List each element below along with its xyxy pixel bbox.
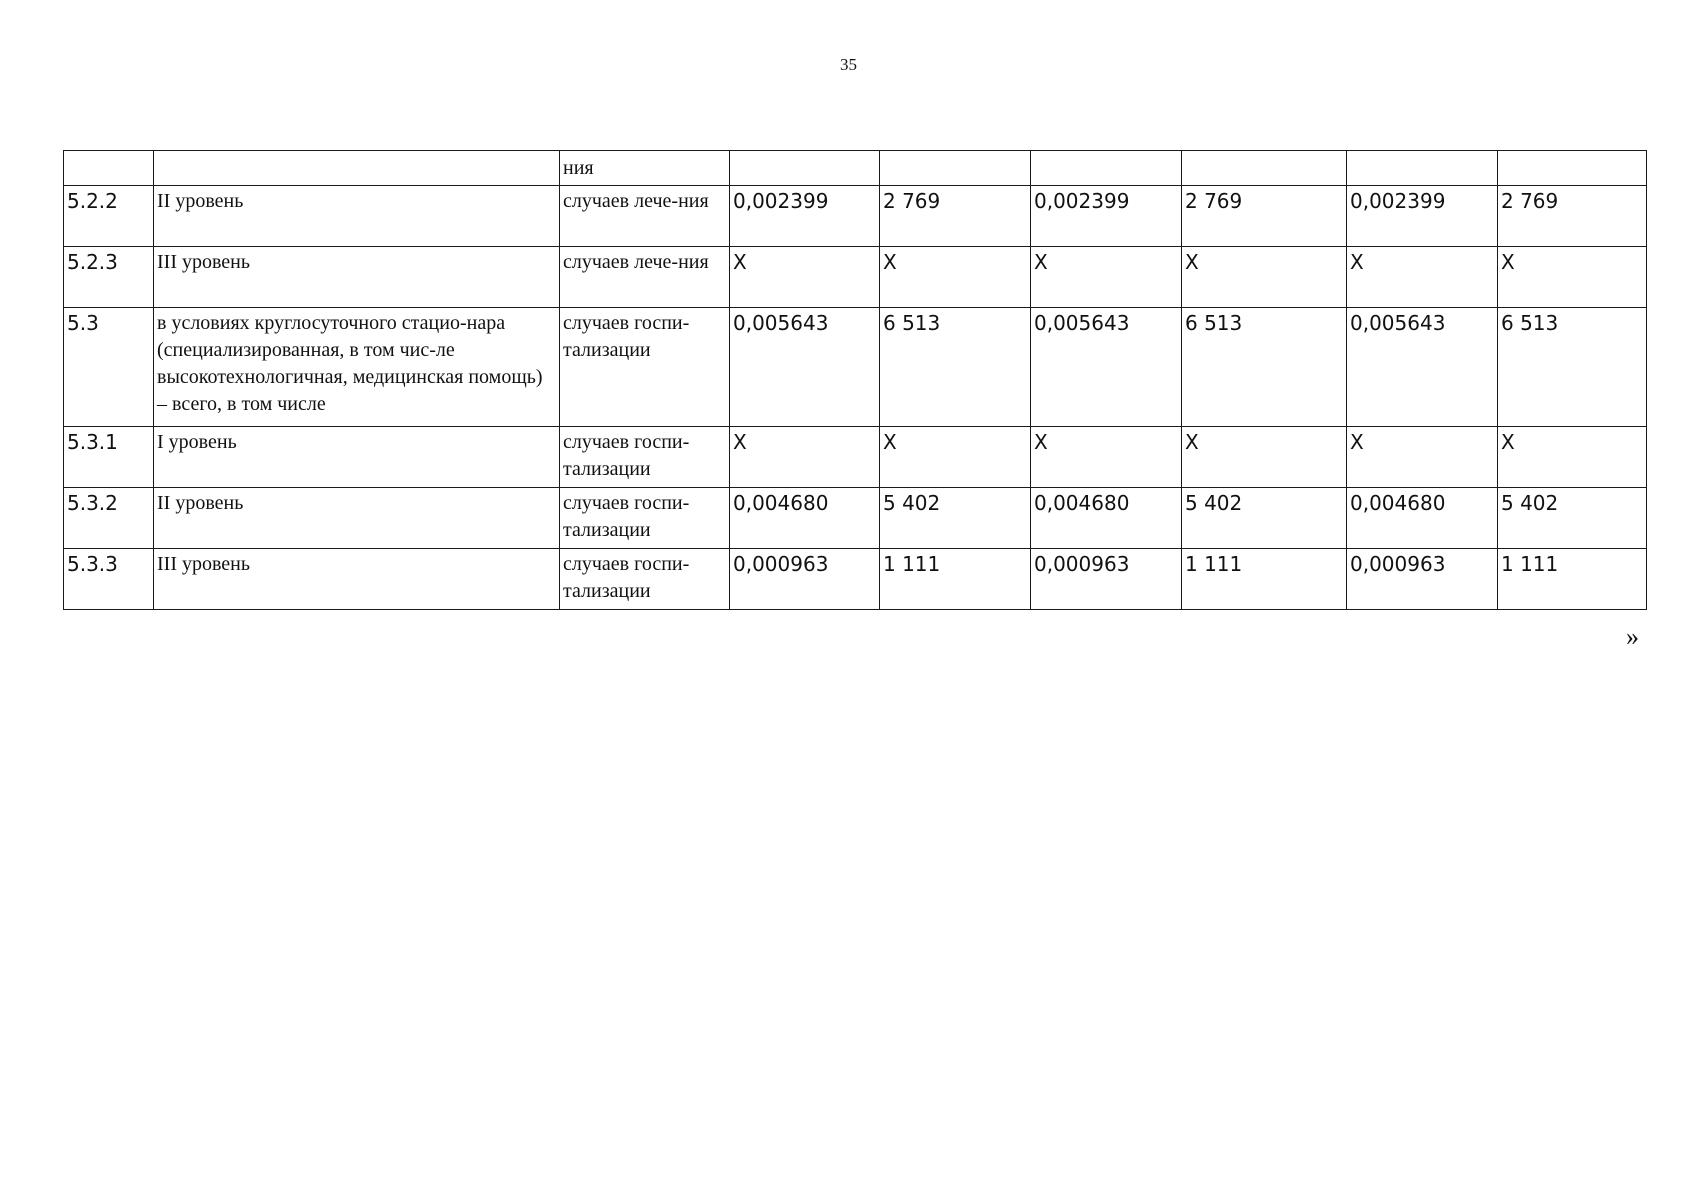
row-unit-cell: случаев госпи-тализации (560, 549, 730, 610)
table-row (64, 488, 1647, 549)
value-cell: X (1031, 247, 1182, 308)
row-code-cell: 5.3.3 (64, 549, 154, 610)
value-cell: 0,000963 (1347, 549, 1498, 610)
value-cell: 0,005643 (1031, 308, 1182, 427)
value-cell: 5 402 (1182, 488, 1347, 549)
value-cell (880, 151, 1031, 186)
row-unit-cell: случаев госпи-тализации (560, 427, 730, 488)
table-row (64, 151, 1647, 186)
value-cell: X (1031, 427, 1182, 488)
value-cell (730, 151, 880, 186)
value-cell: X (1498, 247, 1647, 308)
row-code-cell: 5.2.2 (64, 186, 154, 247)
value-cell: 6 513 (1498, 308, 1647, 427)
row-name-cell: III уровень (154, 247, 560, 308)
value-cell: X (1347, 247, 1498, 308)
row-unit-cell: случаев госпи-тализации (560, 308, 730, 427)
table-row (64, 427, 1647, 488)
row-name-cell: III уровень (154, 549, 560, 610)
data-table (63, 150, 1647, 610)
row-unit-cell: случаев госпи-тализации (560, 488, 730, 549)
value-cell: X (1182, 427, 1347, 488)
row-name-cell (154, 151, 560, 186)
value-cell (1182, 151, 1347, 186)
value-cell: 1 111 (880, 549, 1031, 610)
value-cell: 2 769 (1182, 186, 1347, 247)
row-code-cell: 5.2.3 (64, 247, 154, 308)
table-row (64, 186, 1647, 247)
value-cell: X (1182, 247, 1347, 308)
value-cell: 2 769 (1498, 186, 1647, 247)
value-cell (1031, 151, 1182, 186)
value-cell (1498, 151, 1647, 186)
row-code-cell: 5.3.2 (64, 488, 154, 549)
value-cell: 1 111 (1182, 549, 1347, 610)
value-cell: 5 402 (880, 488, 1031, 549)
row-code-cell: 5.3 (64, 308, 154, 427)
value-cell: X (1347, 427, 1498, 488)
row-code-cell (64, 151, 154, 186)
value-cell: 0,000963 (730, 549, 880, 610)
value-cell: 0,002399 (730, 186, 880, 247)
value-cell: X (880, 247, 1031, 308)
value-cell: X (880, 427, 1031, 488)
table-row (64, 549, 1647, 610)
row-unit-cell: случаев лече-ния (560, 186, 730, 247)
value-cell: 0,004680 (1031, 488, 1182, 549)
row-name-cell: в условиях круглосуточного стацио-нара (специализированная, в том чис-ле высокотехнологичная, медицинская помощь) – всего, в том числе (154, 308, 560, 427)
value-cell: 1 111 (1498, 549, 1647, 610)
value-cell: 5 402 (1498, 488, 1647, 549)
value-cell: X (730, 247, 880, 308)
value-cell: 0,002399 (1031, 186, 1182, 247)
row-unit-cell: ния (560, 151, 730, 186)
value-cell: 0,002399 (1347, 186, 1498, 247)
row-code-cell: 5.3.1 (64, 427, 154, 488)
value-cell: 0,000963 (1031, 549, 1182, 610)
value-cell: 2 769 (880, 186, 1031, 247)
table-row (64, 247, 1647, 308)
value-cell: 6 513 (880, 308, 1031, 427)
value-cell (1347, 151, 1498, 186)
row-name-cell: II уровень (154, 488, 560, 549)
value-cell: 0,004680 (1347, 488, 1498, 549)
row-unit-cell: случаев лече-ния (560, 247, 730, 308)
page-number: 35 (840, 55, 857, 74)
value-cell: 0,005643 (1347, 308, 1498, 427)
value-cell: 0,005643 (730, 308, 880, 427)
value-cell: 6 513 (1182, 308, 1347, 427)
row-name-cell: II уровень (154, 186, 560, 247)
value-cell: 0,004680 (730, 488, 880, 549)
closing-quote-mark: » (1626, 622, 1639, 651)
row-name-cell: I уровень (154, 427, 560, 488)
value-cell: X (1498, 427, 1647, 488)
table-row (64, 308, 1647, 427)
value-cell: X (730, 427, 880, 488)
